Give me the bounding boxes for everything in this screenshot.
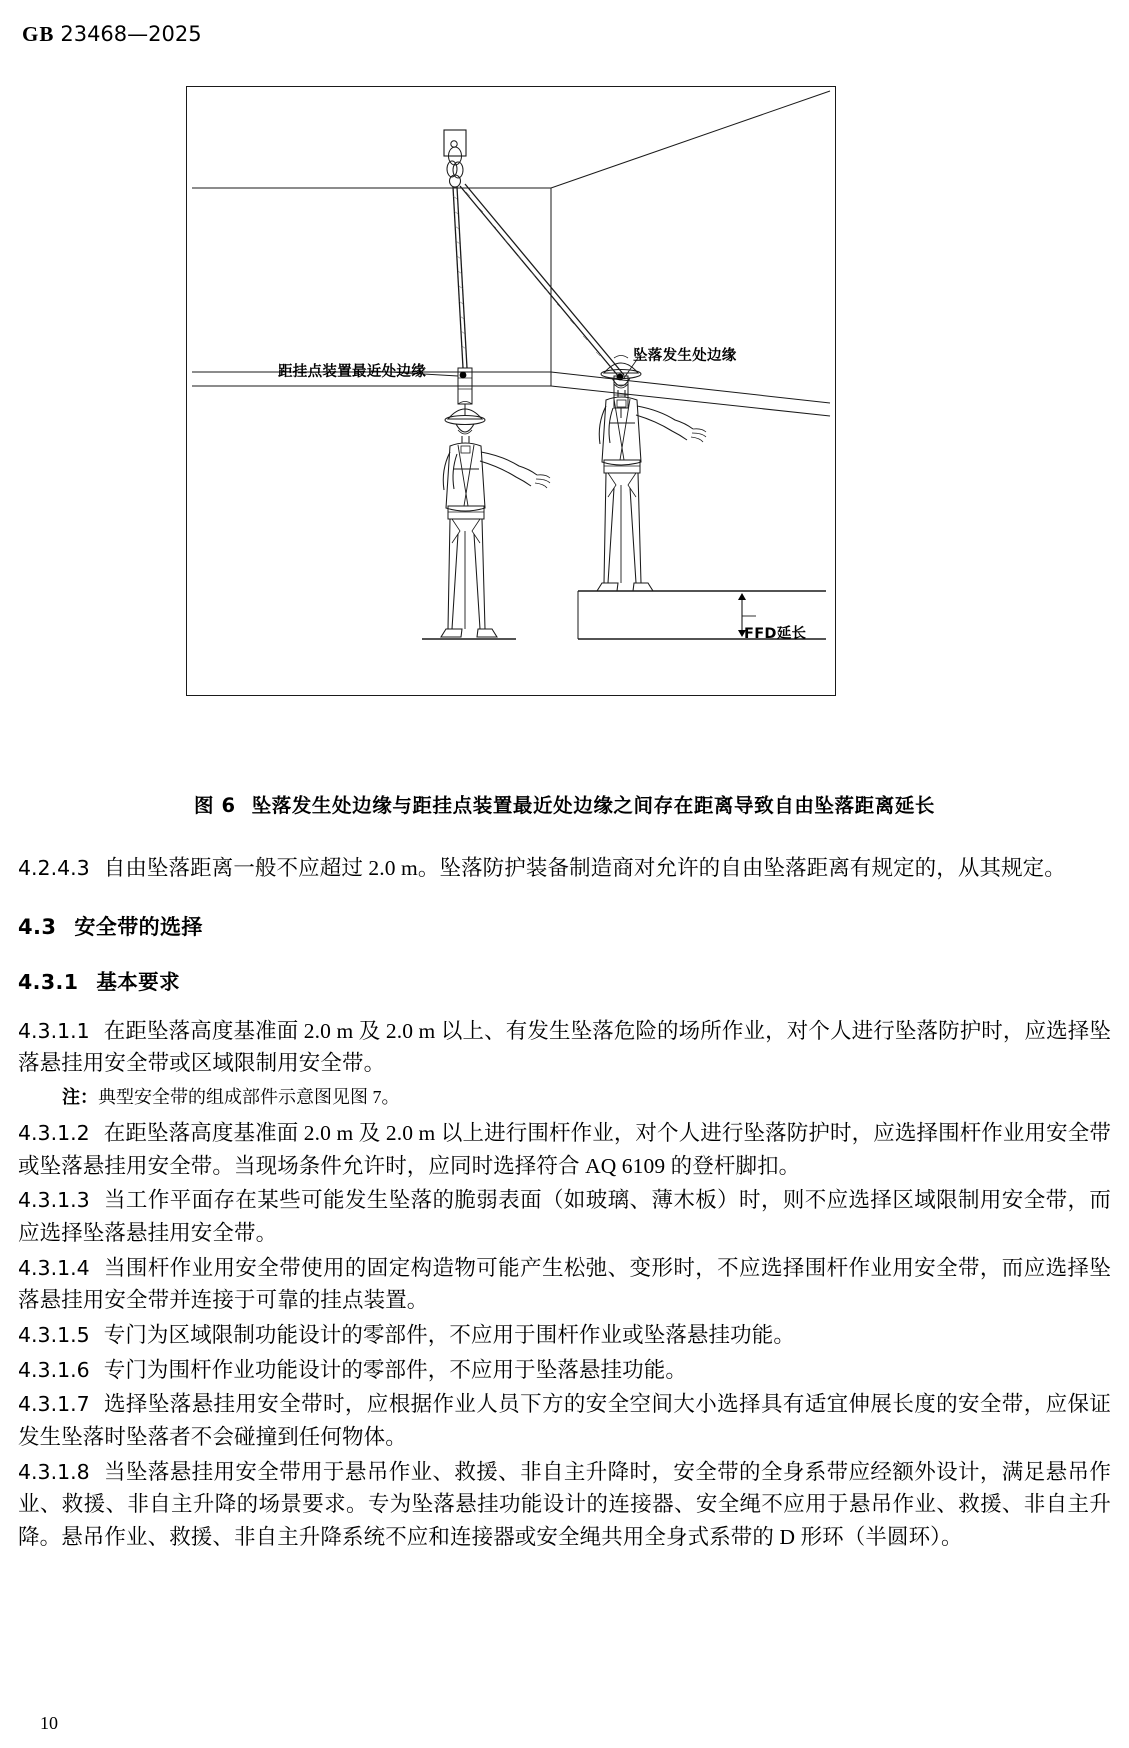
clause-number: 4.3.1.4 [18, 1255, 90, 1280]
clause-text: 当坠落悬挂用安全带用于悬吊作业、救援、非自主升降时，安全带的全身系带应经额外设计，满足悬吊作业、救援、非自主升降的场景要求。专为坠落悬挂功能设计的连接器、安全绳不应用于悬吊作业、救援、非自主升降。悬吊作业、救援、非自主升降系统不应和连接器或安全绳共用全身式系带的 D 形环（半圆环）。 [18, 1459, 1111, 1550]
heading-number: 4.3.1 [18, 969, 79, 994]
clause-4-2-4-3 [18, 852, 1111, 885]
standard-number: 23468—2025 [60, 22, 202, 46]
clause-text: 自由坠落距离一般不应超过 2.0 m。坠落防护装备制造商对允许的自由坠落距离有规定的，从其规定。 [103, 856, 1066, 880]
figure-label-ffd-extension: FFD延长 [744, 626, 807, 642]
heading-title: 基本要求 [96, 969, 180, 994]
clause-4-3-1-5 [18, 1319, 1111, 1352]
note-marker: 注： [62, 1087, 98, 1108]
figure-6 [186, 86, 836, 696]
clause-number: 4.3.1.2 [18, 1121, 90, 1146]
note-1 [18, 1084, 1111, 1111]
document-body [18, 852, 1111, 1556]
clause-4-3-1-8 [18, 1456, 1111, 1554]
figure-caption [0, 790, 1129, 818]
clause-text: 当工作平面存在某些可能发生坠落的脆弱表面（如玻璃、薄木板）时，则不应选择区域限制用安全带，而应选择坠落悬挂用安全带。 [18, 1188, 1111, 1246]
clause-text: 当围杆作业用安全带使用的固定构造物可能产生松弛、变形时，不应选择围杆作业用安全带，而应选择坠落悬挂用安全带并连接于可靠的挂点装置。 [18, 1255, 1111, 1313]
clause-4-3-1-6 [18, 1354, 1111, 1387]
standard-prefix: GB [22, 22, 55, 46]
clause-text: 在距坠落高度基准面 2.0 m 及 2.0 m 以上进行围杆作业，对个人进行坠落防护时，应选择围杆作业用安全带或坠落悬挂用安全带。当现场条件允许时，应同时选择符合 AQ 6109 的登杆脚扣。 [18, 1121, 1111, 1178]
clause-4-3-1-1 [18, 1015, 1111, 1080]
heading-4-3-1 [18, 965, 1111, 995]
clause-number: 4.3.1.1 [18, 1018, 90, 1043]
heading-title: 安全带的选择 [74, 914, 203, 939]
clause-text: 专门为区域限制功能设计的零部件，不应用于围杆作业或坠落悬挂功能。 [103, 1323, 795, 1348]
clause-text: 在距坠落高度基准面 2.0 m 及 2.0 m 以上、有发生坠落危险的场所作业，对个人进行坠落防护时，应选择坠落悬挂用安全带或区域限制用安全带。 [18, 1018, 1111, 1076]
clause-number: 4.3.1.8 [18, 1459, 90, 1484]
clause-number: 4.3.1.7 [18, 1392, 90, 1417]
heading-number: 4.3 [18, 914, 57, 939]
clause-text: 选择坠落悬挂用安全带时，应根据作业人员下方的安全空间大小选择具有适宜伸展长度的安全带，应保证发生坠落时坠落者不会碰撞到任何物体。 [18, 1392, 1111, 1450]
heading-4-3 [18, 911, 1111, 941]
figure-label-fall-edge: 坠落发生处边缘 [633, 348, 737, 364]
figure-label-nearest-edge: 距挂点装置最近处边缘 [278, 364, 426, 380]
clause-4-3-1-3 [18, 1184, 1111, 1249]
clause-number: 4.3.1.5 [18, 1323, 90, 1348]
clause-number: 4.3.1.3 [18, 1188, 90, 1213]
figure-caption-number: 图 6 [193, 794, 236, 817]
figure-illustration [186, 86, 836, 696]
clause-4-3-1-4 [18, 1252, 1111, 1317]
note-text: 典型安全带的组成部件示意图见图 7。 [98, 1087, 400, 1108]
figure-caption-text: 坠落发生处边缘与距挂点装置最近处边缘之间存在距离导致自由坠落距离延长 [251, 794, 936, 817]
clause-4-3-1-7 [18, 1388, 1111, 1453]
clause-4-3-1-2 [18, 1117, 1111, 1182]
running-header [22, 22, 202, 47]
clause-number: 4.3.1.6 [18, 1357, 90, 1382]
clause-number: 4.2.4.3 [18, 856, 90, 880]
clause-text: 专门为围杆作业功能设计的零部件，不应用于坠落悬挂功能。 [103, 1357, 687, 1382]
page-number: 10 [40, 1713, 58, 1733]
